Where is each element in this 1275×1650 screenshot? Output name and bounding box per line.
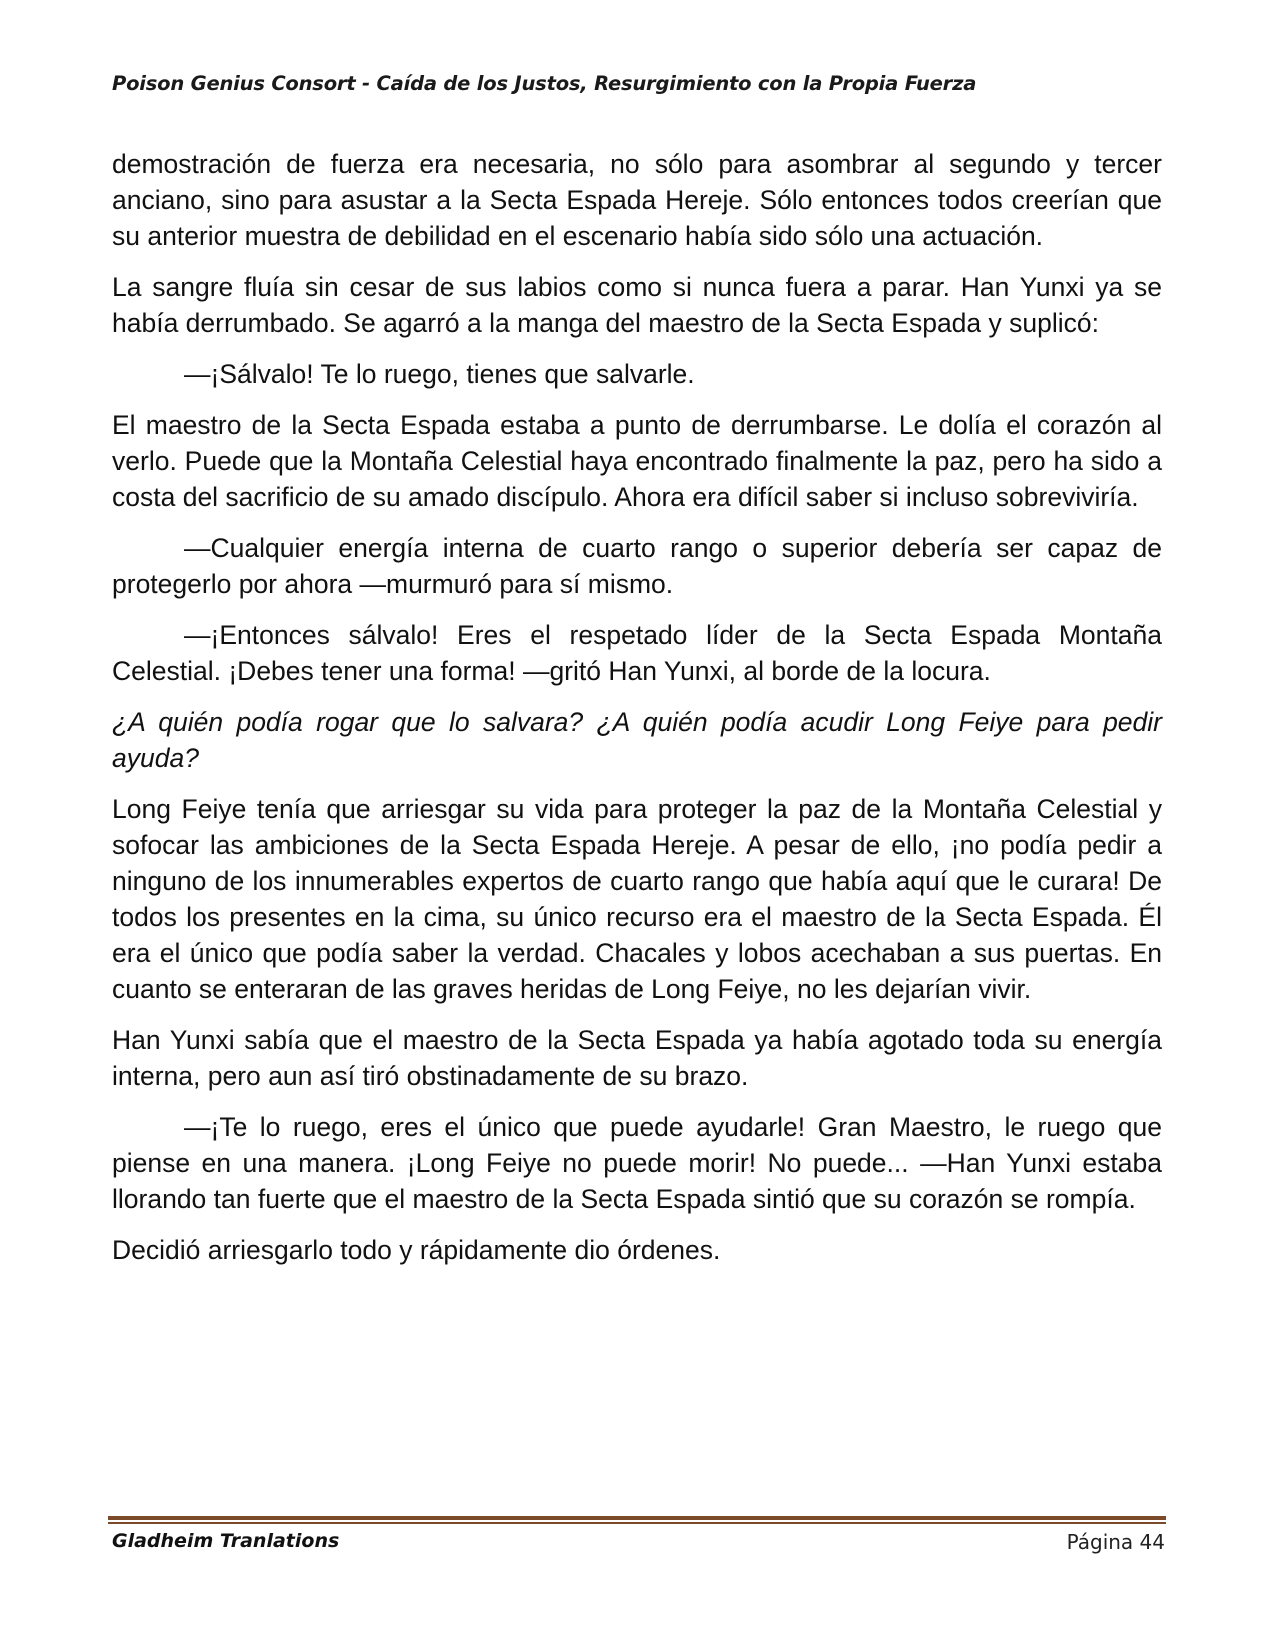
dialogue-paragraph: —Cualquier energía interna de cuarto rango o superior debería ser capaz de protegerlo por ahora —murmuró para sí mismo. — [112, 533, 1162, 599]
footer-rule — [108, 1516, 1166, 1524]
dialogue-paragraph: —¡Entonces sálvalo! Eres el respetado líder de la Secta Espada Montaña Celestial. ¡Debes tener una forma! —gritó Han Yunxi, al borde de la locura. — [112, 620, 1162, 686]
footer-publisher: Gladheim Tranlations — [112, 1530, 340, 1552]
paragraph: Decidió arriesgarlo todo y rápidamente dio órdenes. — [112, 1235, 721, 1265]
italic-thought-paragraph: ¿A quién podía rogar que lo salvara? ¿A quién podía acudir Long Feiye para pedir ayuda? — [112, 707, 1162, 773]
paragraph: El maestro de la Secta Espada estaba a punto de derrumbarse. Le dolía el corazón al verlo. Puede que la Montaña Celestial haya encontrado finalmente la paz, pero ha sido a costa del sacrificio de su amado discípulo. Ahora era difícil saber si incluso sobreviviría. — [112, 410, 1162, 512]
page-body — [112, 146, 1162, 1283]
dialogue-paragraph: —¡Sálvalo! Te lo ruego, tienes que salvarle. — [184, 359, 695, 389]
paragraph: demostración de fuerza era necesaria, no sólo para asombrar al segundo y tercer anciano, sino para asustar a la Secta Espada Hereje. Sólo entonces todos creerían que su anterior muestra de debilidad en el escenario había sido sólo una actuación. — [112, 149, 1162, 251]
paragraph: Han Yunxi sabía que el maestro de la Secta Espada ya había agotado toda su energía interna, pero aun así tiró obstinadamente de su brazo. — [112, 1025, 1162, 1091]
dialogue-paragraph: —¡Te lo ruego, eres el único que puede ayudarle! Gran Maestro, le ruego que piense en una manera. ¡Long Feiye no puede morir! No puede... —Han Yunxi estaba llorando tan fuerte que el maestro de la Secta Espada sintió que su corazón se rompía. — [112, 1112, 1162, 1214]
paragraph: La sangre fluía sin cesar de sus labios como si nunca fuera a parar. Han Yunxi ya se había derrumbado. Se agarró a la manga del maestro de la Secta Espada y suplicó: — [112, 272, 1162, 338]
page-number: Página 44 — [1066, 1530, 1165, 1554]
paragraph: Long Feiye tenía que arriesgar su vida para proteger la paz de la Montaña Celestial y sofocar las ambiciones de la Secta Espada Hereje. A pesar de ello, ¡no podía pedir a ninguno de los innumerables expertos de cuarto rango que había aquí que le curara! De todos los presentes en la cima, su único recurso era el maestro de la Secta Espada. Él era el único que podía saber la verdad. Chacales y lobos acechaban a sus puertas. En cuanto se enteraran de las graves heridas de Long Feiye, no les dejarían vivir. — [112, 794, 1162, 1004]
running-header: Poison Genius Consort - Caída de los Justos, Resurgimiento con la Propia Fuerza — [112, 72, 977, 95]
